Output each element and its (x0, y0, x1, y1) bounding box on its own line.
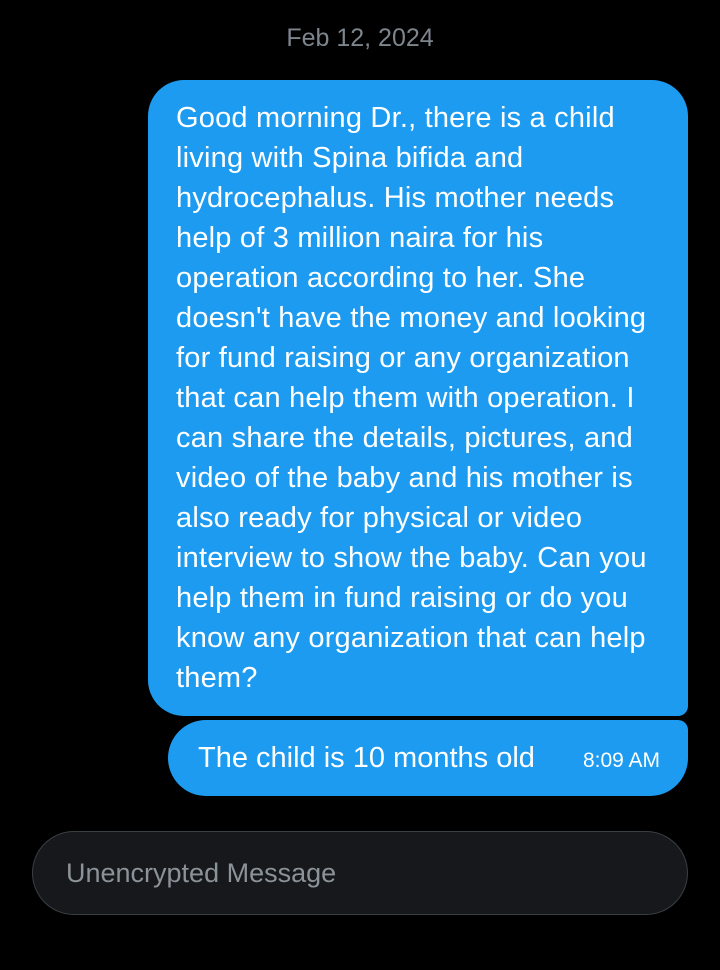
message-bubble[interactable] (148, 80, 688, 716)
message-timestamp: 8:09 AM (582, 749, 660, 772)
message-text: Good morning Dr., there is a child living with Spina bifida and hydrocephalus. His mother needs help of 3 million naira for his operation according to her. She doesn't have the money and looking for fund raising or any organization that can help them with operation. I can share the details, pictures, and video of the baby and his mother is also ready for physical or video interview to show the baby. Can you help them in fund raising or do you know any organization that can help them? (176, 102, 647, 694)
message-input[interactable] (64, 857, 687, 890)
message-text: The child is 10 months old (198, 741, 535, 774)
date-separator: Feb 12, 2024 (286, 24, 434, 52)
message-bubble[interactable] (168, 720, 688, 796)
message-composer[interactable] (32, 831, 688, 915)
